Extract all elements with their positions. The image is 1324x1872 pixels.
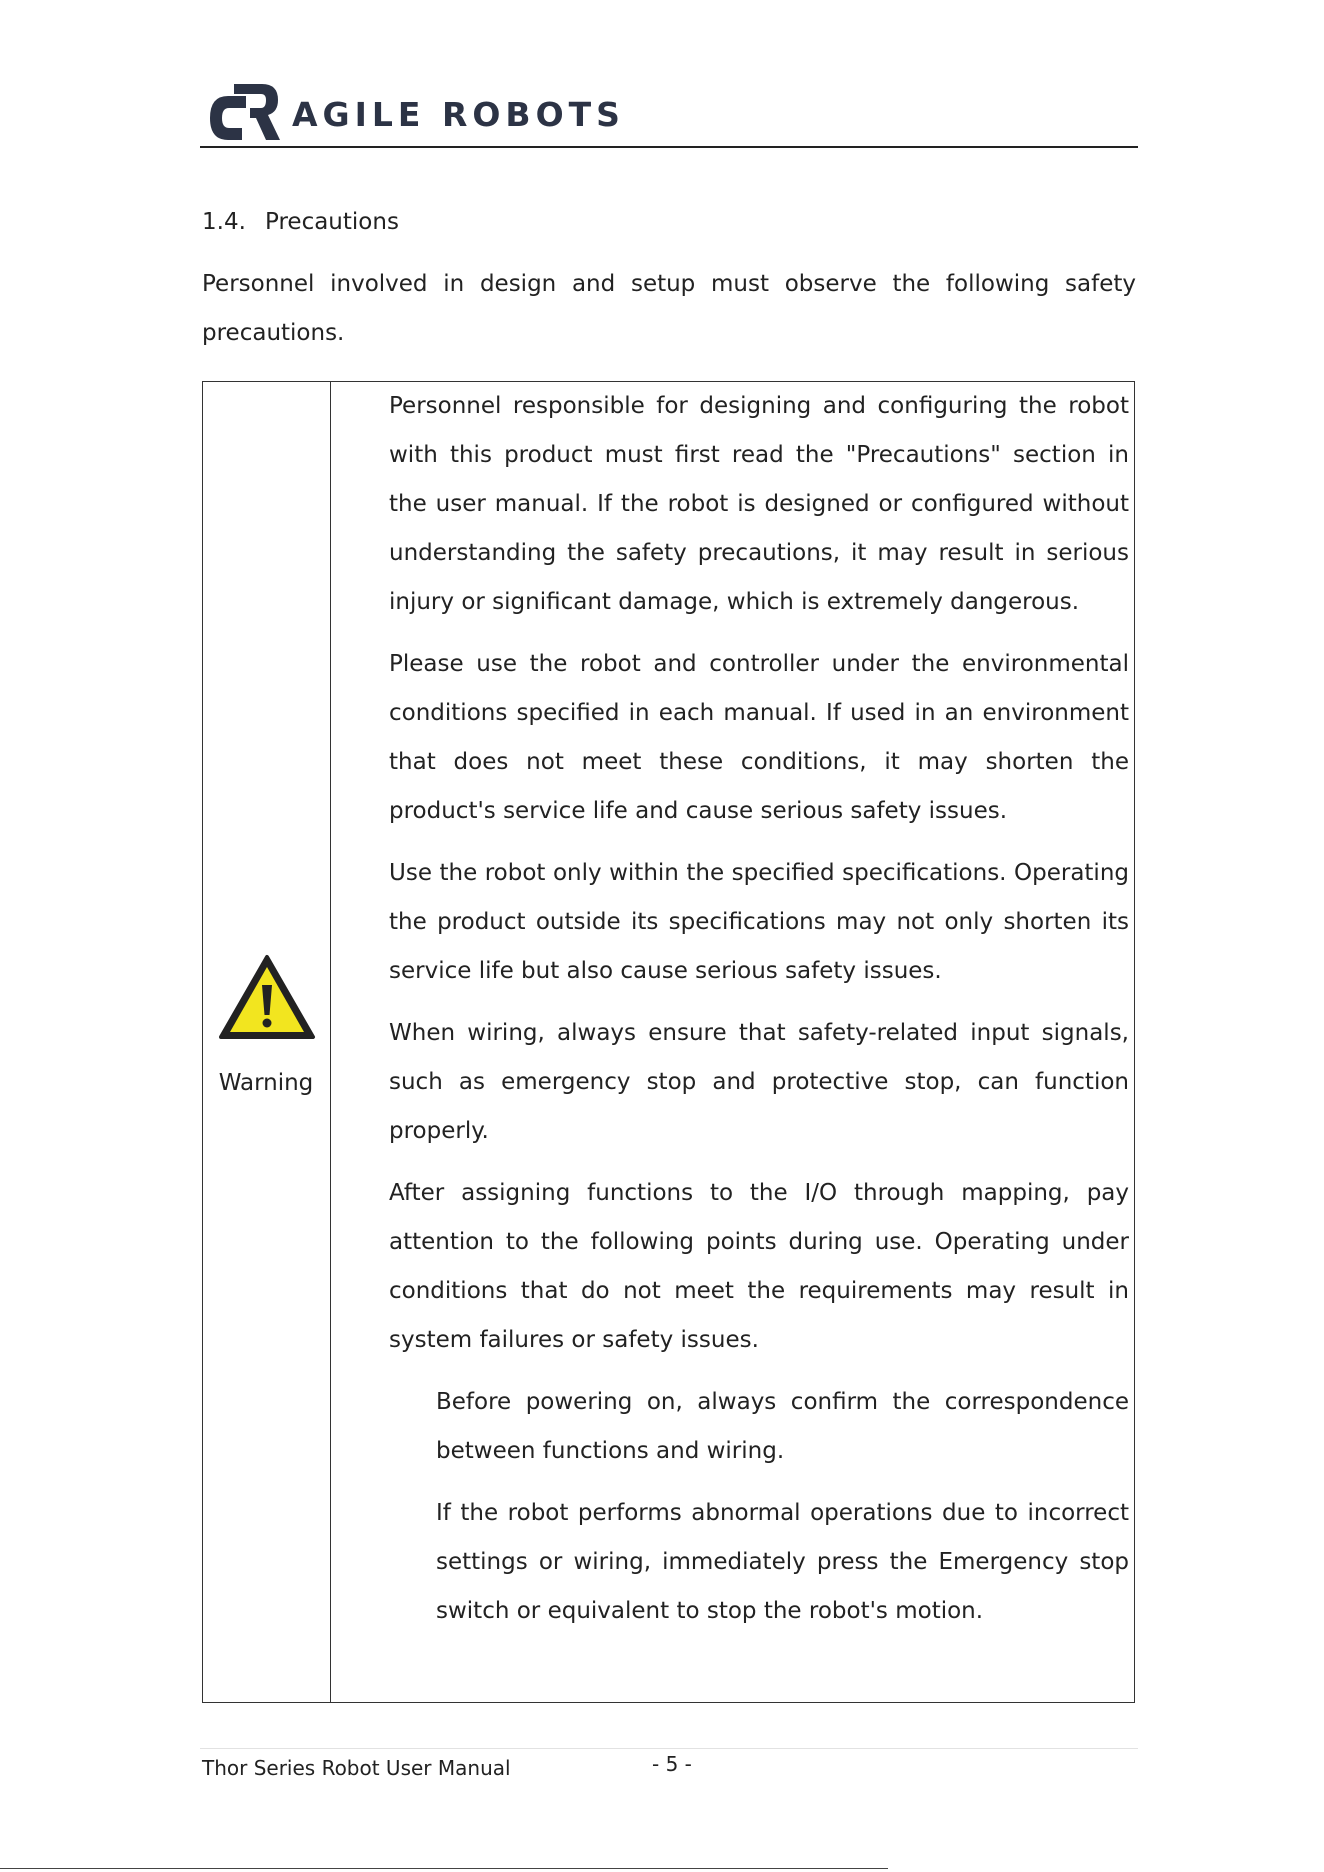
warning-label-cell	[203, 382, 331, 1702]
warning-paragraph: After assigning functions to the I/O through mapping, pay attention to the following points during use. Operating under conditions that do not meet the requirements may result in system failures or safety issues.	[389, 1180, 1129, 1353]
warning-content-cell	[389, 382, 1129, 1649]
page-bottom-divider	[0, 1868, 888, 1869]
warning-sub-point: If the robot performs abnormal operations due to incorrect settings or wiring, immediately press the Emergency stop switch or equivalent to stop the robot's motion.	[436, 1500, 1129, 1624]
warning-paragraph: Use the robot only within the specified specifications. Operating the product outside its specifications may not only shorten its service life but also cause serious safety issues.	[389, 860, 1129, 984]
warning-paragraph: When wiring, always ensure that safety-related input signals, such as emergency stop and protective stop, can function properly.	[389, 1020, 1129, 1144]
warning-label: Warning	[218, 1070, 314, 1096]
warning-paragraph: Please use the robot and controller under the environmental conditions specified in each manual. If used in an environment that does not meet these conditions, it may shorten the product's service life and cause serious safety issues.	[389, 651, 1129, 824]
warning-table	[202, 381, 1135, 1703]
intro-paragraph: Personnel involved in design and setup must observe the following safety precautions.	[202, 271, 1136, 346]
footer-page-number: - 5 -	[652, 1752, 692, 1776]
section-number: 1.4.	[202, 209, 246, 235]
footer-manual-title: Thor Series Robot User Manual	[202, 1756, 511, 1780]
footer-divider	[200, 1748, 1138, 1749]
section-heading	[202, 205, 399, 239]
warning-paragraph: Personnel responsible for designing and configuring the robot with this product must first read the "Precautions" section in the user manual. If the robot is designed or configured without understanding the safety precautions, it may result in serious injury or significant damage, which is extremely dangerous.	[389, 393, 1129, 615]
warning-sub-point: Before powering on, always confirm the correspondence between functions and wiring.	[436, 1389, 1129, 1464]
agile-robots-logo-icon	[206, 80, 282, 146]
brand-name: AGILE ROBOTS	[292, 95, 625, 134]
page-header	[200, 78, 1138, 148]
warning-triangle-icon	[218, 953, 316, 1041]
section-title: Precautions	[265, 209, 399, 235]
